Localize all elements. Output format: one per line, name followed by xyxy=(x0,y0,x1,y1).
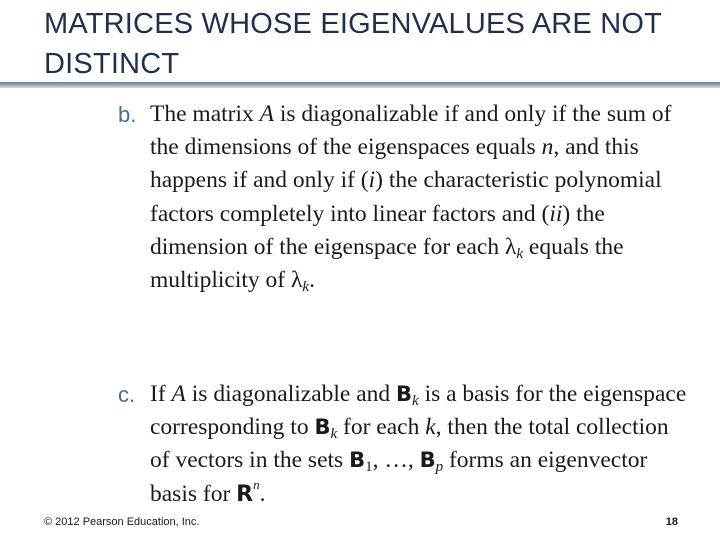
text-run: The matrix xyxy=(150,101,260,127)
text-run: forms an eigenvector basis for xyxy=(150,447,648,507)
text-run: , then the total collection of vectors in the sets xyxy=(150,414,669,474)
subscript-k: k xyxy=(330,426,338,443)
lambda-symbol: λ xyxy=(291,267,303,294)
basis-symbol: B xyxy=(419,448,436,473)
subscript-k: k xyxy=(412,393,419,409)
text-run: is a basis for the eigenspace corresponding to xyxy=(150,381,687,441)
text-run: is diagonalizable and xyxy=(185,381,397,407)
list-marker-b: b. xyxy=(118,102,137,127)
real-space-symbol xyxy=(236,476,260,507)
text-run: If xyxy=(150,381,172,407)
variable-k: k xyxy=(425,414,436,441)
list-marker-c: c. xyxy=(118,382,136,407)
text-run: , …, xyxy=(372,447,420,474)
basis-symbol: B xyxy=(314,415,331,440)
page-number: 18 xyxy=(665,516,678,528)
dimension-exponent: n xyxy=(253,476,260,492)
list-item-c xyxy=(118,378,688,511)
list-item-c-text xyxy=(150,378,688,511)
subscript-1: 1 xyxy=(365,459,373,476)
text-run: for each xyxy=(337,414,426,441)
subscript-k: k xyxy=(516,245,524,262)
title-divider xyxy=(0,82,720,88)
real-numbers-symbol: R xyxy=(236,481,254,507)
text-run: ) the characteristic polynomial factors completely into linear factors and ( xyxy=(150,167,662,227)
list-item-b-text xyxy=(150,98,688,297)
text-run: is diagonalizable if and only if the sum of the dimensions of the eigenspaces equals xyxy=(150,101,672,161)
text-run: ) the dimension of the eigenspace for each xyxy=(150,200,605,260)
text-run: , and this happens if and only if ( xyxy=(150,134,639,194)
variable-a: A xyxy=(171,381,186,407)
variable-n: n xyxy=(541,134,554,161)
basis-symbol: B xyxy=(396,382,413,406)
roman-numeral-ii: ii xyxy=(549,200,563,227)
text-run: . xyxy=(309,267,315,294)
copyright-notice: © 2012 Pearson Education, Inc. xyxy=(44,516,200,528)
basis-symbol: B xyxy=(349,448,366,473)
lambda-symbol: λ xyxy=(504,233,517,260)
subscript-p: p xyxy=(435,459,444,476)
text-run: . xyxy=(259,480,266,507)
text-run: equals the multiplicity of xyxy=(150,233,624,294)
slide-title: MATRICES WHOSE EIGENVALUES ARE NOT DISTINCT xyxy=(44,8,662,80)
roman-numeral-i: i xyxy=(368,167,376,194)
variable-a: A xyxy=(259,101,274,127)
list-item-b xyxy=(118,98,688,297)
subscript-k: k xyxy=(302,279,310,296)
